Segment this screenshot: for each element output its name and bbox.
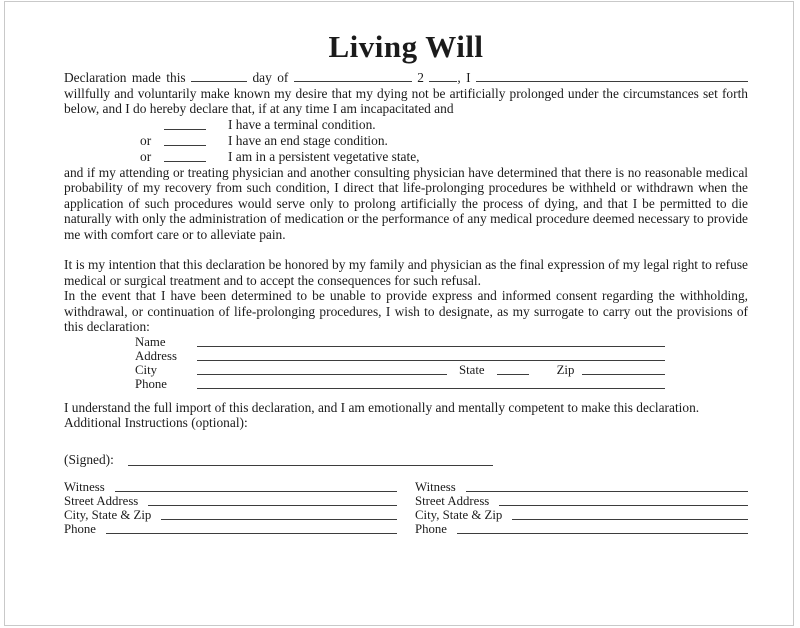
witness-left-column [64, 480, 397, 536]
declaration-text-year-prefix: 2 [417, 70, 424, 85]
surrogate-city-row [135, 363, 665, 377]
witness2-city-label: City, State & Zip [415, 508, 503, 522]
witness2-street-address-line[interactable] [499, 494, 748, 506]
surrogate-name-label: Name [135, 334, 166, 349]
terminal-condition-blank[interactable] [164, 118, 206, 130]
declaration-text-dayof: day of [252, 70, 289, 85]
document-content [64, 28, 748, 536]
witness1-phone-line[interactable] [106, 522, 397, 534]
surrogate-name-line[interactable] [197, 335, 665, 347]
end-stage-condition-blank[interactable] [164, 134, 206, 146]
surrogate-address-row [135, 349, 665, 363]
signed-label: (Signed): [64, 452, 114, 467]
signature-row [64, 452, 748, 468]
surrogate-zip-line[interactable] [582, 363, 665, 375]
witness2-street-label: Street Address [415, 494, 490, 508]
surrogate-city-label: City [135, 362, 158, 377]
condition-row-terminal [140, 117, 748, 133]
witness2-name-line[interactable] [466, 480, 748, 492]
witness2-street-row [415, 494, 748, 508]
surrogate-phone-line[interactable] [197, 377, 665, 389]
witness1-name-row [64, 480, 397, 494]
witness1-street-address-line[interactable] [148, 494, 397, 506]
witness2-phone-row [415, 522, 748, 536]
condition-row-end-stage [140, 133, 748, 149]
end-stage-condition-text: I have an end stage condition. [228, 132, 388, 148]
vegetative-state-text: I am in a persistent vegetative state, [228, 148, 420, 164]
surrogate-name-row [135, 335, 665, 349]
document-title: Living Will [328, 29, 484, 64]
witness-section [64, 480, 748, 536]
condition-row-vegetative [140, 149, 748, 165]
condition-prefix-3: or [140, 148, 152, 164]
witness1-city-row [64, 508, 397, 522]
signature-line[interactable] [128, 453, 493, 466]
witness1-name-line[interactable] [115, 480, 397, 492]
declarant-name-blank[interactable] [476, 70, 748, 82]
witness2-name-label: Witness [415, 480, 456, 494]
witness1-phone-label: Phone [64, 522, 96, 536]
terminal-condition-text: I have a terminal condition. [228, 116, 376, 132]
surrogate-city-line[interactable] [197, 363, 447, 375]
surrogate-phone-label: Phone [135, 376, 167, 391]
witness1-city-state-zip-line[interactable] [161, 508, 397, 520]
witness1-street-row [64, 494, 397, 508]
declaration-year-blank[interactable] [429, 70, 457, 82]
declaration-day-blank[interactable] [191, 70, 247, 82]
physician-determination-paragraph: and if my attending or treating physician and another consulting physician have determined that there is no reasonable medical probability of my recovery from such condition, I direct that life-prolonging procedures be withheld or withdrawn when the application of such procedures would serve only to prolong artificially the process of dying, and that I be permitted to die naturally with only the administration of medication or the performance of any medical procedure deemed necessary to provide me with comfort care or to alleviate pain. [64, 164, 748, 242]
surrogate-contact-fields [135, 335, 665, 391]
witness2-phone-label: Phone [415, 522, 447, 536]
witness2-phone-line[interactable] [457, 522, 748, 534]
declaration-paragraph [64, 70, 748, 117]
competence-paragraph: I understand the full import of this declaration, and I am emotionally and mentally competent to make this declaration. [64, 399, 700, 415]
conditions-list [140, 117, 748, 165]
witness-right-column [415, 480, 748, 536]
surrogate-zip-label: Zip [556, 362, 575, 377]
surrogate-address-line[interactable] [197, 349, 665, 361]
surrogate-address-label: Address [135, 348, 177, 363]
surrogate-state-label: State [459, 362, 485, 377]
additional-instructions-label: Additional Instructions (optional): [64, 415, 248, 430]
surrogate-designation-paragraph: In the event that I have been determined to be unable to provide express and informed consent regarding the withholding, withdrawal, or continuation of life-prolonging procedures, I wish to designate, as my surrogate to carry out the provisions of this declaration: [64, 288, 748, 334]
declaration-text-made: Declaration made this [64, 70, 186, 85]
declaration-text-i: , I [457, 70, 471, 85]
witness1-street-label: Street Address [64, 494, 139, 508]
declaration-body-text: willfully and voluntarily make known my desire that my dying not be artificially prolonged under the circumstances set forth below, and I do hereby declare that, if at any time I am incapacitated and [64, 85, 748, 116]
witness1-name-label: Witness [64, 480, 105, 494]
witness1-phone-row [64, 522, 397, 536]
intention-paragraph: It is my intention that this declaration be honored by my family and physician as the final expression of my legal right to refuse medical or surgical treatment and to accept the consequences for such refusal. [64, 257, 748, 288]
surrogate-state-line[interactable] [497, 363, 529, 375]
surrogate-phone-row [135, 377, 665, 391]
witness2-name-row [415, 480, 748, 494]
witness2-city-state-zip-line[interactable] [512, 508, 748, 520]
condition-prefix-2: or [140, 132, 152, 148]
witness2-city-row [415, 508, 748, 522]
declaration-month-blank[interactable] [294, 70, 412, 82]
witness1-city-label: City, State & Zip [64, 508, 152, 522]
vegetative-state-blank[interactable] [164, 150, 206, 162]
